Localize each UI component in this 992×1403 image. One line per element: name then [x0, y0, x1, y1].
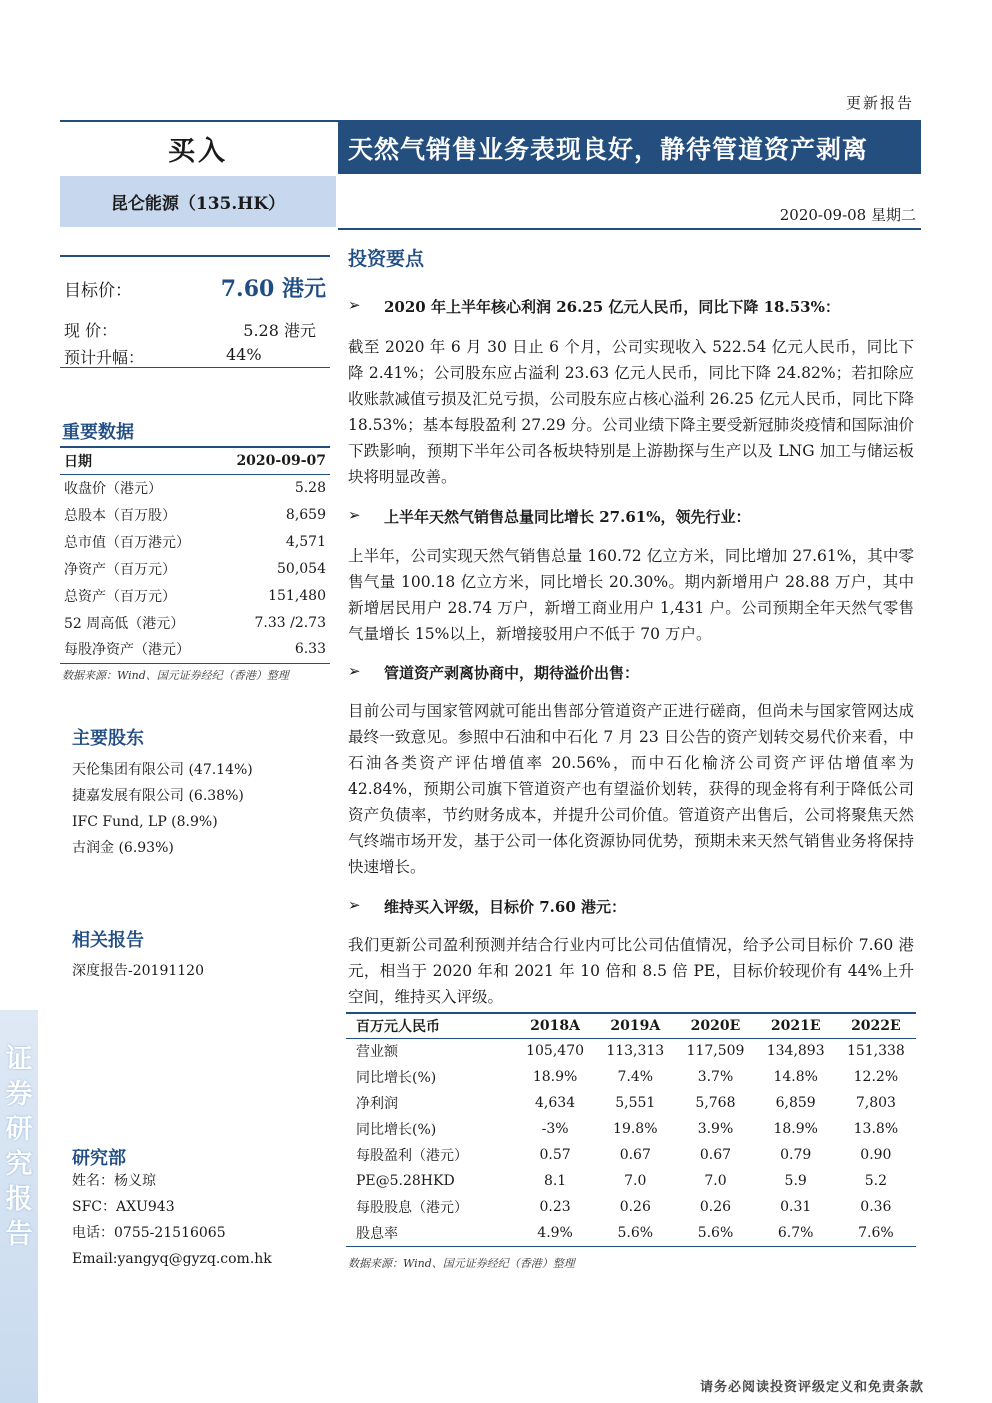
- section-body: 截至 2020 年 6 月 30 日止 6 个月，公司实现收入 522.54 亿元人民币，同比下降 2.41%；公司股东应占溢利 23.63 亿元人民币，同比下降 24.82%；若扣除应收账款减值亏损及汇兑亏损，公司股东应占核心溢利 26.25 亿元人民币，同比下降 18.53%；基本每股盈利 27.29 分。公司业绩下降主要受新冠肺炎疫情和国际油价下跌影响，预期下半年公司各板块特别是上游勘探与生产以及 LNG 加工与储运板块将明显改善。: [348, 338, 914, 486]
- upside-label: 预计升幅：: [64, 348, 145, 367]
- section-heading: [348, 296, 840, 317]
- table-row: [346, 1194, 916, 1220]
- table-row: [60, 501, 330, 528]
- fin-cell: 7.4%: [617, 1069, 654, 1085]
- side-char: 券: [5, 1079, 33, 1110]
- target-price-value: 7.60 港元: [220, 276, 326, 302]
- fin-cell: 营业额: [356, 1044, 398, 1061]
- fin-cell: 6,859: [775, 1095, 816, 1111]
- fin-cell: 0.79: [780, 1147, 812, 1163]
- shareholders-title: 主要股东: [72, 728, 144, 749]
- arrow-bullet-icon: ➢: [348, 506, 361, 524]
- fin-cell: 5.6%: [675, 1220, 755, 1246]
- fin-header-cell: 2019A: [595, 1013, 675, 1038]
- related-title: 相关报告: [72, 930, 144, 951]
- table-row: [60, 474, 330, 501]
- report-type: 更新报告: [845, 94, 914, 112]
- fin-cell: 0.90: [860, 1147, 892, 1163]
- footer-disclaimer: 请务必阅读投资评级定义和免责条款: [699, 1380, 924, 1395]
- table-row: [346, 1142, 916, 1168]
- fin-cell: 3.7%: [697, 1069, 734, 1085]
- list-item: 姓名：杨义琼: [72, 1173, 156, 1189]
- current-price-value: 5.28 港元: [243, 321, 316, 340]
- target-price-row: [64, 272, 326, 303]
- fin-cell: 股息率: [346, 1220, 515, 1246]
- kd-value: 6.33: [214, 636, 330, 663]
- table-row: [60, 528, 330, 555]
- related-list: [72, 958, 204, 984]
- fin-cell: 0.26: [699, 1199, 732, 1215]
- fin-cell: 8.1: [543, 1173, 567, 1189]
- table-row: [346, 1038, 916, 1064]
- table-row: [346, 1220, 916, 1246]
- fin-cell: 0.31: [780, 1199, 812, 1215]
- kd-label: 总资产（百万元）: [64, 588, 176, 605]
- kd-label: 每股净资产（港元）: [60, 636, 214, 663]
- fin-cell: 5,768: [695, 1095, 736, 1111]
- company-name: 昆仑能源（135.HK）: [60, 176, 336, 227]
- price-rule-bottom: [60, 367, 330, 368]
- shareholders-list: [72, 757, 253, 861]
- side-char: 研: [5, 1114, 33, 1145]
- arrow-bullet-icon: ➢: [348, 296, 361, 314]
- key-data-header-label: 日期: [60, 447, 214, 474]
- arrow-bullet-icon: ➢: [348, 662, 361, 680]
- key-data-header-value: 2020-09-07: [214, 447, 330, 474]
- fin-cell: 每股盈利（港元）: [356, 1148, 468, 1164]
- fin-cell: 19.8%: [613, 1121, 658, 1137]
- fin-cell: PE@5.28HKD: [356, 1173, 455, 1189]
- fin-header-cell: 2022E: [836, 1013, 916, 1038]
- current-price-row: [64, 318, 316, 341]
- list-item: IFC Fund, LP (8.9%): [72, 814, 218, 830]
- fin-cell: 5,551: [615, 1095, 656, 1111]
- side-char: 告: [5, 1219, 33, 1250]
- fin-cell: 7.0: [704, 1173, 727, 1189]
- date-rule: [338, 228, 921, 230]
- side-char: 究: [5, 1149, 33, 1180]
- arrow-bullet-icon: ➢: [348, 896, 361, 914]
- key-data-source: 数据来源：Wind、国元证券经纪（香港）整理: [62, 669, 289, 682]
- kd-value: 151,480: [268, 587, 326, 604]
- fin-cell: 0.36: [860, 1199, 892, 1215]
- fin-header-cell: 2020E: [675, 1013, 755, 1038]
- upside-row: [64, 345, 316, 368]
- section-body: 上半年，公司实现天然气销售总量 160.72 亿立方米，同比增加 27.61%，其中零售气量 100.18 亿立方米，同比增长 20.30%。期内新增用户 28.88 万户，其中新增居民用户 28.74 万户，新增工商业用户 1,431 户。公司预期全年天然气零售气量增长 15%以上，新增接驳用户不低于 70 万户。: [348, 547, 914, 643]
- fin-header-cell: 百万元人民币: [346, 1013, 515, 1038]
- table-row: [346, 1090, 916, 1116]
- headline: 天然气销售业务表现良好，静待管道资产剥离: [338, 122, 921, 174]
- fin-cell: 151,338: [846, 1043, 905, 1060]
- section-heading-text: 上半年天然气销售总量同比增长 27.61%，领先行业：: [384, 508, 751, 526]
- kd-label: 收盘价（港元）: [64, 480, 162, 497]
- kd-label: 总股本（百万股）: [64, 507, 176, 524]
- list-item: SFC：AXU943: [72, 1199, 175, 1215]
- fin-cell: 0.57: [539, 1147, 571, 1163]
- fin-cell: 105,470: [526, 1043, 585, 1060]
- fin-header-cell: 2018A: [515, 1013, 595, 1038]
- section-heading-text: 维持买入评级，目标价 7.60 港元：: [384, 898, 626, 916]
- fin-cell: 0.23: [539, 1199, 571, 1215]
- table-row: [60, 555, 330, 582]
- fin-cell: 0.67: [699, 1147, 732, 1163]
- fin-cell: 113,313: [606, 1043, 665, 1060]
- kd-value: 7.33 /2.73: [254, 614, 326, 631]
- financials-table: [346, 1012, 916, 1247]
- fin-cell: 6.7%: [756, 1220, 836, 1246]
- fin-cell: 12.2%: [853, 1069, 899, 1085]
- report-date: 2020-09-08 星期二: [779, 206, 916, 224]
- kd-label: 52 周高低（港元）: [64, 615, 185, 632]
- fin-cell: 117,509: [686, 1043, 745, 1060]
- research-list: [72, 1168, 272, 1272]
- fin-cell: 3.9%: [697, 1121, 734, 1137]
- fin-cell: 18.9%: [773, 1121, 818, 1137]
- fin-cell: 0.67: [619, 1147, 651, 1163]
- table-row: [346, 1064, 916, 1090]
- side-char: 报: [5, 1184, 33, 1215]
- research-title: 研究部: [72, 1148, 126, 1169]
- side-label: [4, 1042, 34, 1252]
- list-item: 深度报告-20191120: [72, 963, 204, 979]
- kd-label: 总市值（百万港元）: [64, 534, 190, 551]
- fin-cell: 4.9%: [515, 1220, 595, 1246]
- key-data-title: 重要数据: [62, 422, 134, 443]
- table-row: [60, 609, 330, 636]
- section-heading: [348, 506, 750, 527]
- fin-cell: 134,893: [766, 1043, 825, 1060]
- fin-cell: -3%: [541, 1121, 569, 1137]
- table-row: [60, 582, 330, 609]
- list-item: 古润金 (6.93%): [72, 840, 174, 856]
- list-item: 电话：0755-21516065: [72, 1225, 226, 1241]
- fin-cell: 同比增长(%): [356, 1122, 437, 1138]
- kd-value: 4,571: [285, 533, 326, 550]
- financials-header: [346, 1013, 916, 1038]
- upside-value: 44%: [226, 345, 262, 364]
- table-row: [60, 636, 330, 663]
- section-heading: [348, 896, 626, 917]
- fin-cell: 13.8%: [853, 1121, 899, 1137]
- table-row: [346, 1168, 916, 1194]
- kd-value: 50,054: [277, 560, 326, 577]
- fin-cell: 5.9: [784, 1173, 807, 1189]
- fin-cell: 5.2: [864, 1173, 888, 1189]
- key-data-header: [60, 447, 330, 474]
- kd-label: 净资产（百万元）: [64, 561, 176, 578]
- section-body: 目前公司与国家管网就可能出售部分管道资产正进行磋商，但尚未与国家管网达成最终一致意见。参照中石油和中石化 7 月 23 日公告的资产划转交易代价来看，中石油各类资产评估增值率 20.56%，而中石化榆济公司资产评估增值率为 42.84%，预期公司旗下管道资产也有望溢价划转，获得的现金将有利于降低公司资产负债率，节约财务成本，并提升公司价值。管道资产出售后，公司将聚焦天然气终端市场开发，基于公司一体化资源协同优势，预期未来天然气销售业务将保持快速增长。: [348, 702, 914, 876]
- fin-cell: 14.8%: [773, 1069, 818, 1085]
- main-title: 投资要点: [348, 248, 425, 270]
- list-item: 捷嘉发展有限公司 (6.38%): [72, 788, 244, 804]
- target-price-label: 目标价：: [64, 281, 132, 301]
- table-row: [346, 1116, 916, 1142]
- fin-cell: 净利润: [356, 1096, 398, 1112]
- fin-cell: 4,634: [535, 1095, 576, 1111]
- fin-cell: 18.9%: [532, 1069, 578, 1085]
- section-body: 我们更新公司盈利预测并结合行业内可比公司估值情况，给予公司目标价 7.60 港元，相当于 2020 年和 2021 年 10 倍和 8.5 倍 PE，目标价较现价有 44%上升空间，维持买入评级。: [348, 936, 914, 1006]
- fin-cell: 每股股息（港元）: [356, 1200, 468, 1216]
- side-char: 证: [5, 1044, 33, 1075]
- section-heading-text: 管道资产剥离协商中，期待溢价出售：: [384, 664, 640, 682]
- fin-cell: 5.6%: [595, 1220, 675, 1246]
- list-item: Email:yangyq@gyzq.com.hk: [72, 1251, 272, 1267]
- list-item: 天伦集团有限公司 (47.14%): [72, 762, 253, 778]
- fin-header-cell: 2021E: [756, 1013, 836, 1038]
- section-heading-text: 2020 年上半年核心利润 26.25 亿元人民币，同比下降 18.53%：: [384, 298, 840, 316]
- rating-box: 买入: [60, 122, 336, 174]
- kd-value: 5.28: [294, 479, 326, 496]
- current-price-label: 现 价：: [64, 321, 118, 340]
- fin-cell: 同比增长(%): [356, 1070, 437, 1086]
- financials-source: 数据来源：Wind、国元证券经纪（香港）整理: [348, 1257, 575, 1270]
- fin-cell: 7,803: [855, 1095, 896, 1111]
- key-data-table: [60, 446, 330, 664]
- section-heading: [348, 662, 639, 683]
- price-rule-top: [60, 255, 330, 257]
- fin-cell: 0.26: [619, 1199, 651, 1215]
- fin-cell: 7.6%: [836, 1220, 916, 1246]
- kd-value: 8,659: [285, 506, 326, 523]
- fin-cell: 7.0: [624, 1173, 647, 1189]
